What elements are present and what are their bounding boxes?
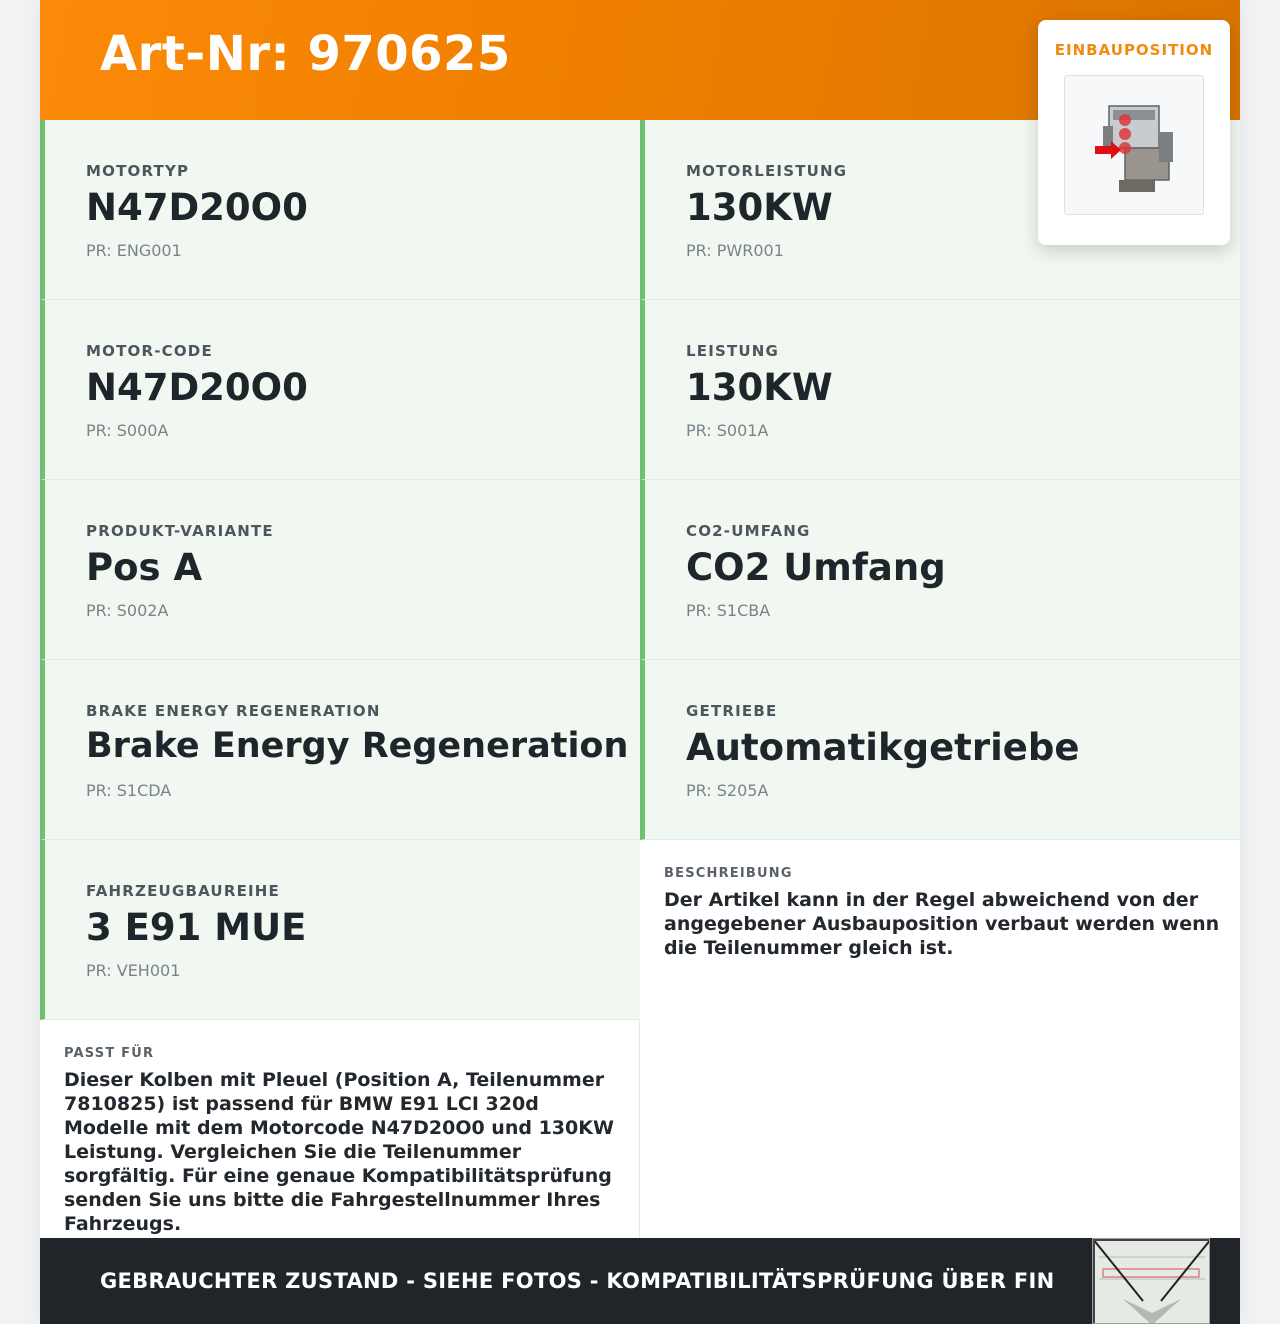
spec-cell-motor-code [40, 300, 640, 480]
spec-label: MOTORTYP [86, 162, 190, 180]
spec-code: PR: S002A [86, 601, 169, 620]
spec-code: PR: S205A [686, 781, 769, 800]
spec-label: MOTORLEISTUNG [686, 162, 848, 180]
spec-value: N47D20O0 [86, 366, 308, 409]
vehicle-document-icon[interactable] [1092, 1238, 1210, 1324]
column-divider [639, 1020, 640, 1238]
beschreibung-text: Der Artikel kann in der Regel abweichend von der angegebener Ausbauposition verbaut werden wenn die Teilenummer gleich ist. [664, 889, 1220, 959]
spec-label: BRAKE ENERGY REGENERATION [86, 702, 381, 720]
spec-code: PR: S001A [686, 421, 769, 440]
spec-label: LEISTUNG [686, 342, 780, 360]
spec-code: PR: S1CDA [86, 781, 172, 800]
spec-cell-produkt-variante [40, 480, 640, 660]
beschreibung-section [640, 840, 1240, 1238]
spec-cell-fahrzeugbaureihe [40, 840, 640, 1020]
spec-label: GETRIEBE [686, 702, 778, 720]
spec-code: PR: S1CBA [686, 601, 771, 620]
spec-code: PR: S000A [86, 421, 169, 440]
spec-cell-leistung [640, 300, 1240, 480]
spec-code: PR: VEH001 [86, 961, 181, 980]
spec-code: PR: PWR001 [686, 241, 784, 260]
spec-value: 130KW [686, 186, 833, 229]
passt-fuer-text: Dieser Kolben mit Pleuel (Position A, Teilenummer 7810825) ist passend für BMW E91 LCI 320d Modelle mit dem Motorcode N47D20O0 und 130KW Leistung. Vergleichen Sie die Teilenummer sorgfältig. Für eine genaue Kompatibilitätsprüfung senden Sie uns bitte die Fahrgestellnummer Ihres Fahrzeugs. [64, 1069, 614, 1235]
spec-value: 130KW [686, 366, 833, 409]
spec-value: Pos A [86, 546, 203, 589]
einbauposition-badge[interactable] [1038, 20, 1230, 245]
product-sheet [40, 0, 1240, 1324]
spec-label: MOTOR-CODE [86, 342, 213, 360]
spec-cell-motortyp [40, 120, 640, 300]
footer-notice: GEBRAUCHTER ZUSTAND - SIEHE FOTOS - KOMPATIBILITÄTSPRÜFUNG ÜBER FIN [100, 1269, 1055, 1293]
spec-value: N47D20O0 [86, 186, 308, 229]
spec-code: PR: ENG001 [86, 241, 182, 260]
footer-bar [40, 1238, 1240, 1324]
engine-position-icon[interactable] [1064, 75, 1204, 215]
spec-value: Brake Energy Regeneration [86, 726, 629, 766]
spec-value: CO2 Umfang [686, 546, 946, 589]
spec-value: 3 E91 MUE [86, 906, 307, 949]
spec-label: CO2-UMFANG [686, 522, 811, 540]
spec-label: PRODUKT-VARIANTE [86, 522, 274, 540]
spec-cell-getriebe [640, 660, 1240, 840]
passt-fuer-label: PASST FÜR [64, 1046, 155, 1061]
badge-label: EINBAUPOSITION [1054, 41, 1214, 59]
passt-fuer-section [40, 1020, 639, 1238]
page-title: Art-Nr: 970625 [100, 26, 511, 82]
spec-cell-co2-umfang [640, 480, 1240, 660]
spec-cell-brake-energy-regeneration [40, 660, 640, 840]
spec-label: FAHRZEUGBAUREIHE [86, 882, 280, 900]
beschreibung-label: BESCHREIBUNG [664, 866, 793, 881]
spec-value: Automatikgetriebe [686, 726, 1080, 769]
